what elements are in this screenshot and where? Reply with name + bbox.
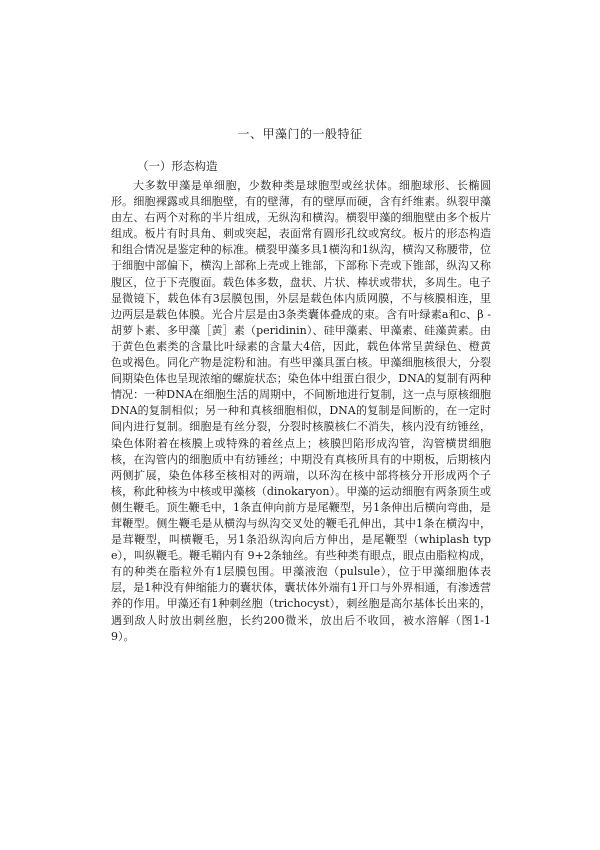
section-heading: （一）形态构造 xyxy=(137,159,218,173)
body-paragraph: 大多数甲藻是单细胞，少数种类是球胞型或丝状体。细胞球形、长椭圆形。细胞裸露或具细胞壁，有的壁薄，有的壁厚而硬，含有纤维素。纵裂甲藻由左、右两个对称的半片组成，无纵沟和横沟。横裂甲藻的细胞壁由多个板片组成。板片有时具角、刺或突起，表面常有圆形孔纹或窝纹。板片的形态构造和组合情况是鉴定种的标准。横裂甲藻多具1横沟和1纵沟，横沟又称腰带，位于细胞中部偏下，横沟上部称上壳或上锥部，下部称下壳或下锥部，纵沟又称腹区，位于下壳腹面。载色体多数，盘状、片状、棒状或带状，多周生。电子显微镜下，载色体有3层膜包围，外层是载色体内质网膜，不与核膜相连，里边两层是载色体膜。光合片层是由3条类囊体叠成的束。含有叶绿素a和c、β -胡萝卜素、多甲藻［黄］素（peridinin）、硅甲藻素、甲藻素、硅藻黄素。由于黄色色素类的含量比叶绿素的含量大4倍，因此，载色体常呈黄绿色、橙黄色或褐色。同化产物是淀粉和油。有些甲藻具蛋白核。甲藻细胞核很大，分裂间期染色体也呈现浓缩的螺旋状态；染色体中组蛋白很少，DNA的复制有两种情况：一种DNA在细胞生活的周期中，不间断地进行复制，这一点与原核细胞DNA的复制相似；另一种和真核细胞相似，DNA的复制是间断的，在一定时间内进行复制。细胞是有丝分裂，分裂时核膜核仁不消失，核内没有纺锤丝，染色体附着在核膜上或特殊的着丝点上；核膜凹陷形成沟管，沟管横贯细胞核，在沟管内的细胞质中有纺锤丝；中期没有真核所具有的中期板，后期核内两侧扩展，染色体移至核相对的两端，以环沟在核中部将核分开形成两个子核，称此种核为中核或甲藻核（dinokaryon）。甲藻的运动细胞有两条顶生或侧生鞭毛。顶生鞭毛中，1条直伸向前方是尾鞭型，另1条伸出后横向弯曲，是茸鞭型。侧生鞭毛是从横沟与纵沟交叉处的鞭毛孔伸出，其中1条在横沟中，是茸鞭型，叫横鞭毛，另1条沿纵沟向后方伸出，是尾鞭型（whiplash type），叫纵鞭毛。鞭毛鞘内有 9+2条轴丝。有些种类有眼点，眼点由脂粒构成，有的种类在脂粒外有1层膜包围。甲藻液泡（pulsule），位于甲藻细胞体表层，是1种没有伸缩能力的囊状体，囊状体外端有1开口与外界相通，有渗透营养的作用。甲藻还有1种刺丝胞（trichocyst），刺丝胞是高尔基体长出来的，遇到敌人时放出刺丝胞，长约200微米，放出后不收回，被水溶解（图1-19）。 xyxy=(111,179,491,643)
chapter-title: 一、甲藻门的一般特征 xyxy=(237,127,363,141)
